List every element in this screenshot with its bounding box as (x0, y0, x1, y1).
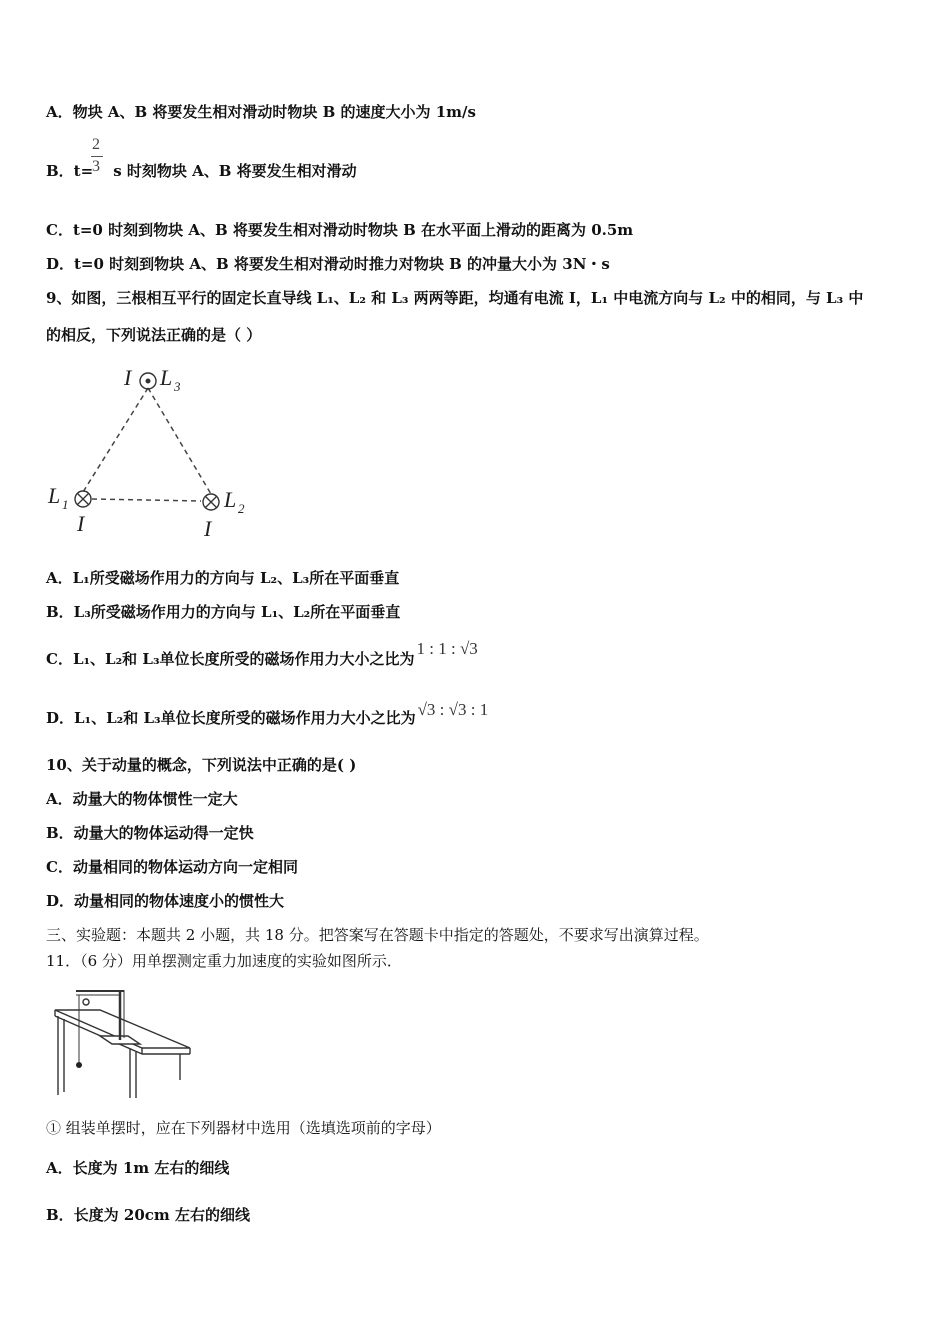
q8-option-b-prefix: B．t= (46, 162, 94, 180)
q11-sub-question-1: ① 组装单摆时，应在下列器材中选用（选填选项前的字母） (46, 1119, 441, 1137)
l3-label: L (160, 365, 173, 390)
l2-current-label: I (204, 516, 212, 541)
pendulum-bob (76, 1062, 82, 1068)
q9-option-d-ratio: √3 : √3 : 1 (417, 700, 489, 719)
l3-current-label: I (124, 365, 132, 390)
l1-current-label: I (77, 511, 85, 536)
dashed-edge-l1-l2 (92, 499, 201, 501)
q9-option-b: B．L₃所受磁场作用力的方向与 L₁、L₂所在平面垂直 (46, 603, 401, 621)
q9-option-c (46, 639, 478, 669)
l1-subscript: 1 (62, 497, 69, 512)
clamp (83, 999, 89, 1005)
q9-option-d-text: D．L₁、L₂和 L₃单位长度所受的磁场作用力大小之比为 (46, 709, 416, 727)
q10-option-a: A．动量大的物体惯性一定大 (46, 790, 238, 808)
l3-subscript: 3 (174, 379, 181, 394)
q8-option-d: D．t=0 时刻到物块 A、B 将要发生相对滑动时推力对物块 B 的冲量大小为 3N・s (46, 255, 610, 273)
l1-label: L (48, 483, 61, 508)
q9-option-a: A．L₁所受磁场作用力的方向与 L₂、L₃所在平面垂直 (46, 569, 400, 587)
current-into-page-icon (75, 491, 91, 507)
l2-subscript: 2 (238, 501, 245, 516)
l2-label: L (224, 487, 237, 512)
q11-option-a: A．长度为 1m 左右的细线 (46, 1159, 230, 1177)
q8-fraction-numerator: 2 (92, 136, 100, 153)
dashed-edge-l3-l2 (148, 388, 211, 494)
pendulum-apparatus-figure (50, 980, 200, 1102)
q9-option-d (46, 700, 489, 728)
current-out-of-page-icon (140, 373, 156, 389)
q8-option-c: C．t=0 时刻到物块 A、B 将要发生相对滑动时物块 B 在水平面上滑动的距离为 0.5m (46, 221, 634, 239)
q9-option-c-text: C．L₁、L₂和 L₃单位长度所受的磁场作用力大小之比为 (46, 650, 415, 668)
q8-option-b-suffix: s 时刻物块 A、B 将要发生相对滑动 (113, 162, 357, 180)
q9-option-c-ratio: 1 : 1 : √3 (416, 639, 478, 658)
q11-option-b: B．长度为 20cm 左右的细线 (46, 1206, 251, 1224)
dashed-edge-l3-l1 (83, 388, 148, 492)
q8-option-a: A．物块 A、B 将要发生相对滑动时物块 B 的速度大小为 1m/s (46, 103, 476, 121)
current-into-page-icon (203, 494, 219, 510)
q9-stem-line-1: 9、如图，三根相互平行的固定长直导线 L₁、L₂ 和 L₃ 两两等距，均通有电流 I，L₁ 中电流方向与 L₂ 中的相同，与 L₃ 中 (46, 289, 864, 307)
three-wires-figure (40, 358, 270, 543)
q8-fraction-denominator: 3 (92, 158, 100, 175)
q9-stem-line-2: 的相反，下列说法正确的是（ ） (46, 326, 262, 344)
q11-stem: 11．（6 分）用单摆测定重力加速度的实验如图所示． (46, 952, 402, 970)
q10-option-d: D．动量相同的物体速度小的惯性大 (46, 892, 285, 910)
fraction-bar (91, 156, 103, 157)
section-heading: 三、实验题：本题共 2 小题，共 18 分。把答案写在答题卡中指定的答题处，不要求写出演算过程。 (46, 926, 709, 944)
q10-option-b: B．动量大的物体运动得一定快 (46, 824, 254, 842)
q10-option-c: C．动量相同的物体运动方向一定相同 (46, 858, 298, 876)
q10-stem: 10、关于动量的概念，下列说法中正确的是( ) (46, 756, 357, 774)
